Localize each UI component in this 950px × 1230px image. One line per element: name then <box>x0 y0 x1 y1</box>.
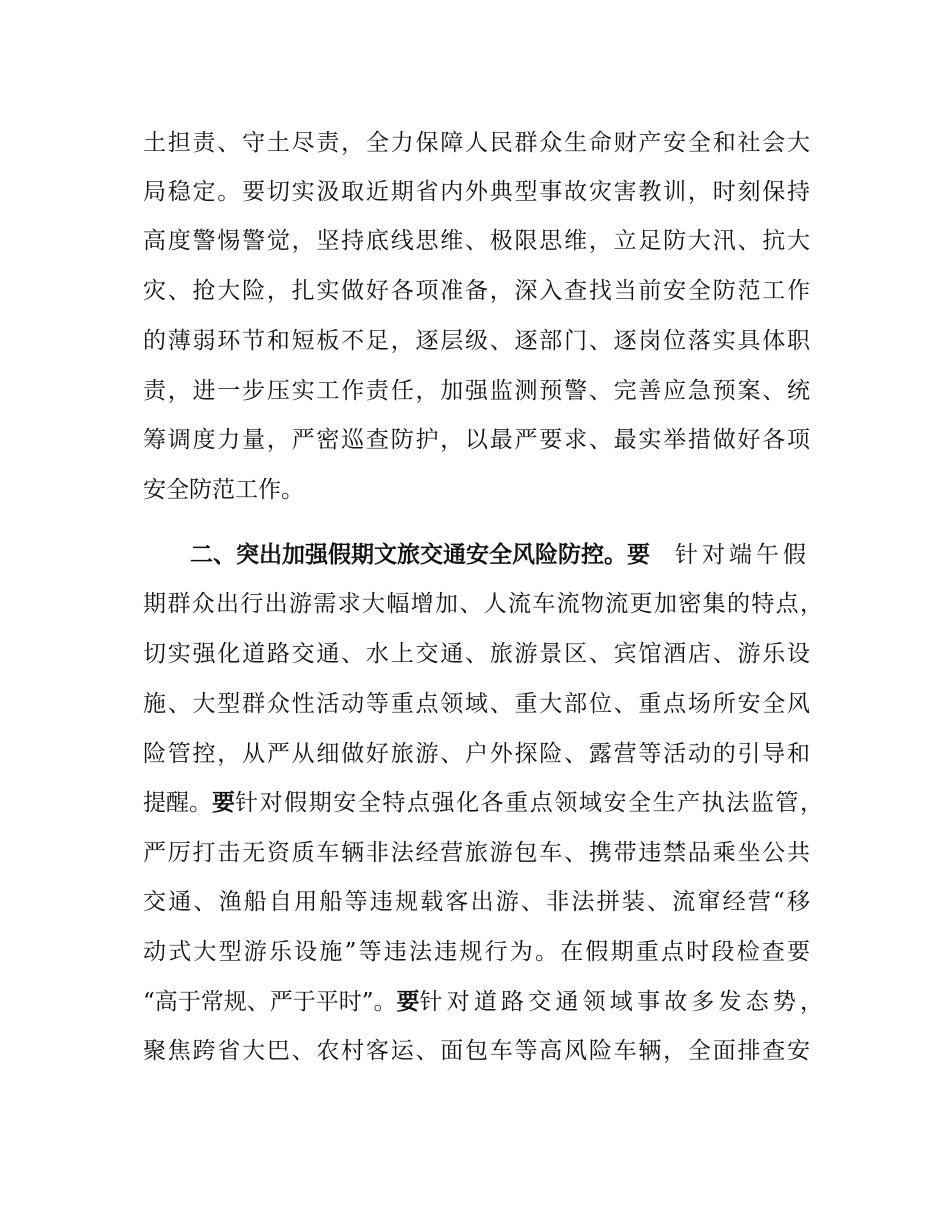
text-line: 的薄弱环节和短板不足，逐层级、逐部门、逐岗位落实具体职 <box>143 328 810 354</box>
text-segment: 提醒。 <box>143 790 212 816</box>
text-line: 聚焦跨省大巴、农村客运、面包车等高风险车辆，全面排查安 <box>143 1038 810 1064</box>
text-line <box>190 535 810 575</box>
text-line: 动式大型游乐设施”等违法违规行为。在假期重点时段检查要 <box>143 939 810 965</box>
text-line: 土担责、守土尽责，全力保障人民群众生命财产安全和社会大 <box>143 130 810 156</box>
text-segment: 针对道路交通领域事故多发态势， <box>419 989 823 1015</box>
text-line: 局稳定。要切实汲取近期省内外典型事故灾害教训，时刻保持 <box>143 179 810 205</box>
section-heading: 二、突出加强假期文旅交通安全风险防控。 <box>190 542 627 568</box>
text-segment: 针对假期安全特点强化各重点领域安全生产执法监管， <box>235 790 823 816</box>
text-line: 险管控，从严从细做好旅游、户外探险、露营等活动的引导和 <box>143 741 810 767</box>
text-line <box>143 982 823 1022</box>
text-line: 严厉打击无资质车辆非法经营旅游包车、携带违禁品乘坐公共 <box>143 840 810 866</box>
text-line: 责，进一步压实工作责任，加强监测预警、完善应急预案、统 <box>143 378 810 404</box>
text-line: 筹调度力量，严密巡查防护，以最严要求、最实举措做好各项 <box>143 427 810 453</box>
text-line: 高度警惕警觉，坚持底线思维、极限思维，立足防大汛、抗大 <box>143 228 810 254</box>
text-segment: “高于常规、严于平时”。 <box>143 989 397 1015</box>
emphasis-text: 要 <box>627 542 650 568</box>
text-line: 交通、渔船自用船等违规载客出游、非法拼装、流窜经营“移 <box>143 889 810 915</box>
text-line: 切实强化道路交通、水上交通、旅游景区、宾馆酒店、游乐设 <box>143 641 810 667</box>
emphasis-text: 要 <box>212 790 235 816</box>
text-segment: 针对端午假 <box>675 542 810 568</box>
emphasis-text: 要 <box>396 989 420 1015</box>
text-line: 施、大型群众性活动等重点领域、重大部位、重点场所安全风 <box>143 691 810 717</box>
text-line <box>143 783 823 823</box>
text-line: 安全防范工作。 <box>143 477 304 503</box>
text-line: 期群众出行出游需求大幅增加、人流车流物流更加密集的特点， <box>143 591 823 617</box>
text-line: 灾、抢大险，扎实做好各项准备，深入查找当前安全防范工作 <box>143 278 810 304</box>
